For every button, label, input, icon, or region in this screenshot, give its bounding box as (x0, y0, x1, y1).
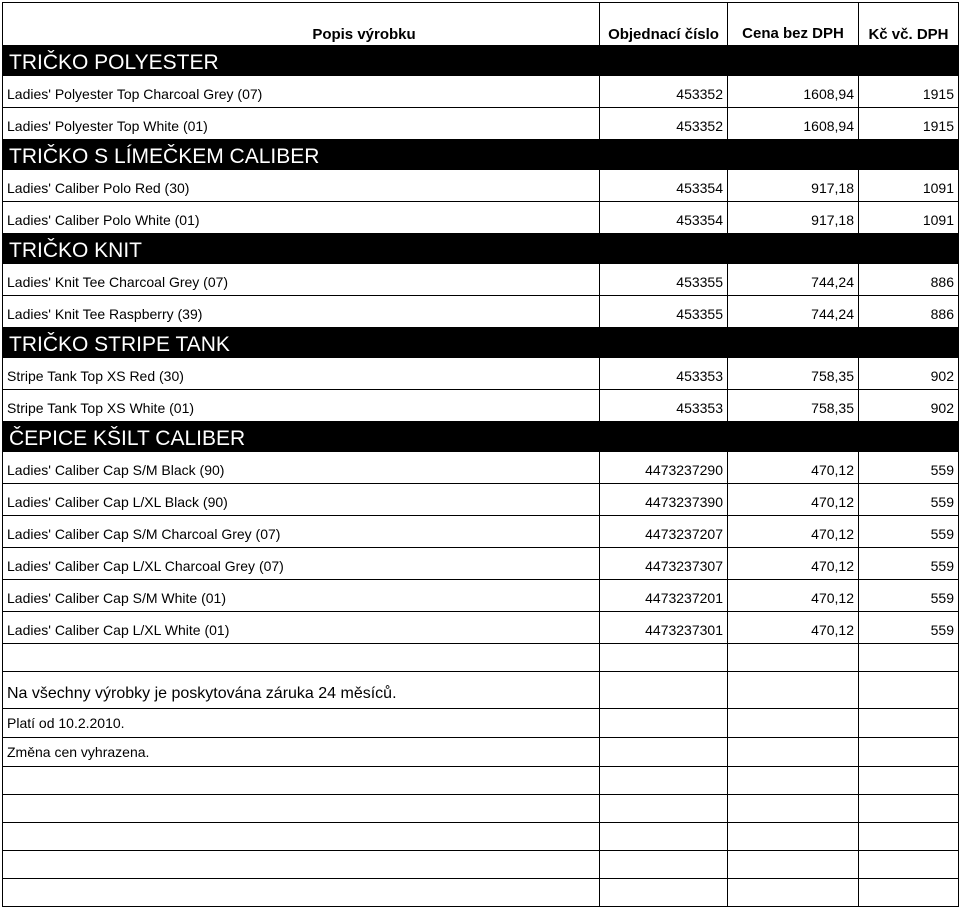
price-incl-vat: 1915 (859, 76, 959, 108)
section-title: ČEPICE KŠILT CALIBER (3, 422, 959, 452)
price-excl-vat: 917,18 (728, 170, 859, 202)
price-incl-vat: 886 (859, 296, 959, 328)
footer-warranty: Na všechny výrobky je poskytována záruka 24 měsíců. (3, 672, 600, 709)
empty-cell (728, 767, 859, 795)
blank-row (3, 823, 959, 851)
price-excl-vat: 1608,94 (728, 108, 859, 140)
product-row (3, 108, 959, 140)
header-price-incl: Kč vč. DPH (859, 3, 959, 46)
product-row (3, 202, 959, 234)
empty-cell (3, 644, 600, 672)
header-order-number: Objednací číslo (600, 3, 728, 46)
empty-cell (859, 879, 959, 907)
product-name: Ladies' Caliber Cap S/M White (01) (3, 580, 600, 612)
price-excl-vat: 470,12 (728, 452, 859, 484)
header-price-excl: Cena bez DPH (728, 3, 859, 46)
empty-cell (859, 767, 959, 795)
price-incl-vat: 559 (859, 612, 959, 644)
product-row (3, 296, 959, 328)
section-header-row (3, 140, 959, 170)
section-header-row (3, 328, 959, 358)
empty-cell (3, 767, 600, 795)
empty-cell (3, 851, 600, 879)
price-incl-vat: 559 (859, 548, 959, 580)
product-row (3, 76, 959, 108)
price-incl-vat: 559 (859, 580, 959, 612)
empty-cell (728, 879, 859, 907)
empty-cell (600, 738, 728, 767)
price-incl-vat: 902 (859, 358, 959, 390)
price-excl-vat: 744,24 (728, 264, 859, 296)
price-incl-vat: 559 (859, 452, 959, 484)
product-name: Ladies' Polyester Top Charcoal Grey (07) (3, 76, 600, 108)
empty-cell (859, 795, 959, 823)
product-row (3, 170, 959, 202)
empty-cell (859, 709, 959, 738)
product-row (3, 516, 959, 548)
price-list-table (2, 2, 959, 907)
blank-row (3, 644, 959, 672)
price-incl-vat: 559 (859, 484, 959, 516)
price-excl-vat: 470,12 (728, 580, 859, 612)
empty-cell (600, 672, 728, 709)
header-description: Popis výrobku (3, 3, 600, 46)
order-number: 4473237290 (600, 452, 728, 484)
product-name: Ladies' Knit Tee Charcoal Grey (07) (3, 264, 600, 296)
product-row (3, 580, 959, 612)
header-row (3, 3, 959, 46)
order-number: 453355 (600, 296, 728, 328)
product-name: Ladies' Caliber Cap S/M Black (90) (3, 452, 600, 484)
price-incl-vat: 559 (859, 516, 959, 548)
blank-row (3, 767, 959, 795)
empty-cell (600, 851, 728, 879)
section-title: TRIČKO KNIT (3, 234, 959, 264)
price-excl-vat: 917,18 (728, 202, 859, 234)
product-name: Ladies' Caliber Cap S/M Charcoal Grey (07) (3, 516, 600, 548)
product-name: Ladies' Caliber Polo White (01) (3, 202, 600, 234)
product-name: Ladies' Polyester Top White (01) (3, 108, 600, 140)
footer-row (3, 672, 959, 709)
order-number: 4473237390 (600, 484, 728, 516)
price-excl-vat: 470,12 (728, 548, 859, 580)
empty-cell (859, 738, 959, 767)
empty-cell (859, 644, 959, 672)
section-header-row (3, 234, 959, 264)
product-name: Ladies' Caliber Cap L/XL White (01) (3, 612, 600, 644)
price-incl-vat: 1091 (859, 202, 959, 234)
price-incl-vat: 1915 (859, 108, 959, 140)
product-name: Ladies' Knit Tee Raspberry (39) (3, 296, 600, 328)
product-row (3, 358, 959, 390)
price-excl-vat: 470,12 (728, 612, 859, 644)
order-number: 453353 (600, 390, 728, 422)
price-incl-vat: 902 (859, 390, 959, 422)
order-number: 4473237201 (600, 580, 728, 612)
product-name: Ladies' Caliber Cap L/XL Charcoal Grey (07) (3, 548, 600, 580)
section-header-row (3, 422, 959, 452)
empty-cell (728, 709, 859, 738)
blank-row (3, 879, 959, 907)
product-row (3, 390, 959, 422)
section-title: TRIČKO POLYESTER (3, 46, 959, 76)
section-title: TRIČKO S LÍMEČKEM CALIBER (3, 140, 959, 170)
order-number: 453352 (600, 76, 728, 108)
empty-cell (600, 767, 728, 795)
empty-cell (3, 795, 600, 823)
blank-row (3, 851, 959, 879)
empty-cell (600, 709, 728, 738)
product-name: Ladies' Caliber Cap L/XL Black (90) (3, 484, 600, 516)
product-row (3, 452, 959, 484)
empty-cell (859, 823, 959, 851)
price-excl-vat: 470,12 (728, 516, 859, 548)
empty-cell (3, 879, 600, 907)
empty-cell (600, 879, 728, 907)
product-name: Stripe Tank Top XS White (01) (3, 390, 600, 422)
product-row (3, 484, 959, 516)
footer-valid_from: Platí od 10.2.2010. (3, 709, 600, 738)
footer-price_change: Změna cen vyhrazena. (3, 738, 600, 767)
price-excl-vat: 1608,94 (728, 76, 859, 108)
price-incl-vat: 886 (859, 264, 959, 296)
empty-cell (728, 672, 859, 709)
product-name: Stripe Tank Top XS Red (30) (3, 358, 600, 390)
footer-row (3, 738, 959, 767)
empty-cell (600, 795, 728, 823)
order-number: 453355 (600, 264, 728, 296)
order-number: 4473237301 (600, 612, 728, 644)
empty-cell (600, 823, 728, 851)
empty-cell (3, 823, 600, 851)
empty-cell (600, 644, 728, 672)
price-excl-vat: 758,35 (728, 358, 859, 390)
product-row (3, 612, 959, 644)
price-excl-vat: 470,12 (728, 484, 859, 516)
order-number: 453352 (600, 108, 728, 140)
empty-cell (728, 738, 859, 767)
empty-cell (728, 851, 859, 879)
order-number: 4473237207 (600, 516, 728, 548)
empty-cell (728, 644, 859, 672)
price-excl-vat: 758,35 (728, 390, 859, 422)
product-row (3, 548, 959, 580)
empty-cell (728, 795, 859, 823)
order-number: 453354 (600, 170, 728, 202)
empty-cell (859, 851, 959, 879)
section-title: TRIČKO STRIPE TANK (3, 328, 959, 358)
empty-cell (859, 672, 959, 709)
empty-cell (728, 823, 859, 851)
price-incl-vat: 1091 (859, 170, 959, 202)
product-row (3, 264, 959, 296)
price-excl-vat: 744,24 (728, 296, 859, 328)
order-number: 453353 (600, 358, 728, 390)
order-number: 4473237307 (600, 548, 728, 580)
product-name: Ladies' Caliber Polo Red (30) (3, 170, 600, 202)
blank-row (3, 795, 959, 823)
section-header-row (3, 46, 959, 76)
footer-row (3, 709, 959, 738)
order-number: 453354 (600, 202, 728, 234)
